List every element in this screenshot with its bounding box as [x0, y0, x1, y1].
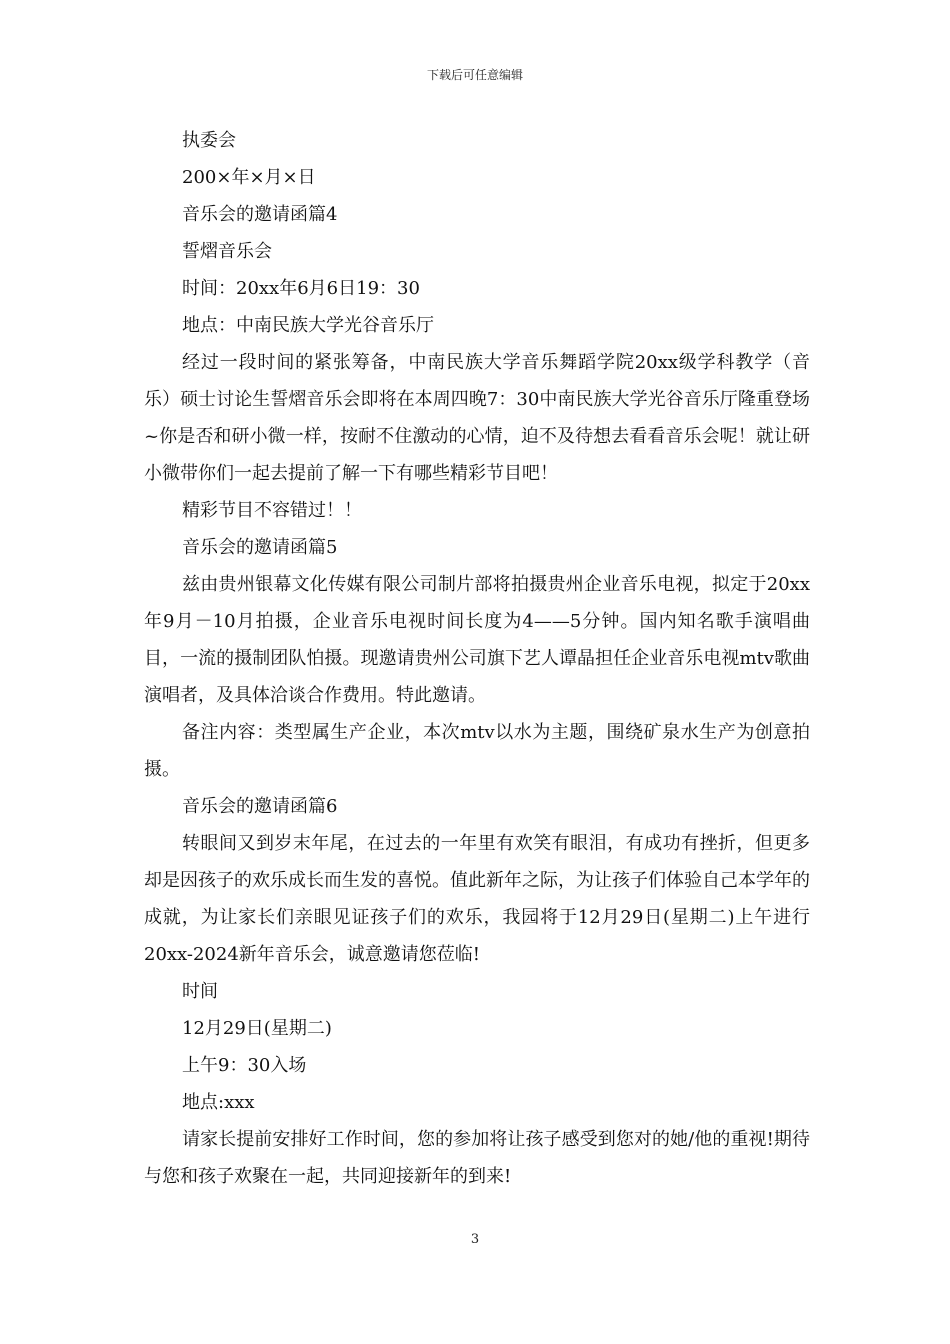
event-location: 地点:xxx: [182, 1092, 255, 1113]
document-body: [144, 122, 810, 1195]
concert-time: 时间：20xx年6月6日19：30: [182, 278, 420, 299]
section-heading-5: 音乐会的邀请函篇5: [182, 537, 338, 558]
concert-location: 地点：中南民族大学光谷音乐厅: [182, 315, 434, 336]
paragraph-intro: 经过一段时间的紧张筹备，中南民族大学音乐舞蹈学院20xx级学科教学（音乐）硕士讨论生誓熠音乐会即将在本周四晚7：30中南民族大学光谷音乐厅隆重登场~你是否和研小微一样，按耐不住激动的心情，迫不及待想去看看音乐会呢！就让研小微带你们一起去提前了解一下有哪些精彩节目吧！: [144, 352, 810, 484]
paragraph-new-year: 转眼间又到岁末年尾，在过去的一年里有欢笑有眼泪，有成功有挫折，但更多却是因孩子的欢乐成长而生发的喜悦。值此新年之际，为让孩子们体验自己本学年的成就，为让家长们亲眼见证孩子们的欢乐，我园将于12月29日(星期二)上午进行20xx-2024新年音乐会，诚意邀请您莅临!: [144, 833, 810, 965]
section-heading-6: 音乐会的邀请函篇6: [182, 796, 338, 817]
page-header: 下载后可任意编辑: [426, 68, 523, 82]
concert-title: 誓熠音乐会: [182, 241, 272, 262]
highlight-line: 精彩节目不容错过！！: [182, 500, 362, 521]
date-line: 200×年×月×日: [182, 167, 316, 188]
event-date: 12月29日(星期二): [182, 1018, 332, 1039]
page-number: 3: [470, 1232, 480, 1247]
entry-time: 上午9：30入场: [182, 1055, 307, 1076]
section-heading-4: 音乐会的邀请函篇4: [182, 204, 338, 225]
paragraph-remark: 备注内容：类型属生产企业，本次mtv以水为主题，围绕矿泉水生产为创意拍摄。: [144, 722, 810, 780]
paragraph-mtv: 兹由贵州银幕文化传媒有限公司制片部将拍摄贵州企业音乐电视，拟定于20xx年9月－10月拍摄，企业音乐电视时间长度为4——5分钟。国内知名歌手演唱曲目，一流的摄制团队怕摄。现邀请贵州公司旗下艺人谭晶担任企业音乐电视mtv歌曲演唱者，及具体洽谈合作费用。特此邀请。: [144, 574, 810, 706]
paragraph-closing: 请家长提前安排好工作时间，您的参加将让孩子感受到您对的她/他的重视!期待与您和孩子欢聚在一起，共同迎接新年的到来!: [144, 1129, 810, 1187]
text-line: 执委会: [182, 130, 236, 151]
time-label: 时间: [182, 981, 218, 1002]
